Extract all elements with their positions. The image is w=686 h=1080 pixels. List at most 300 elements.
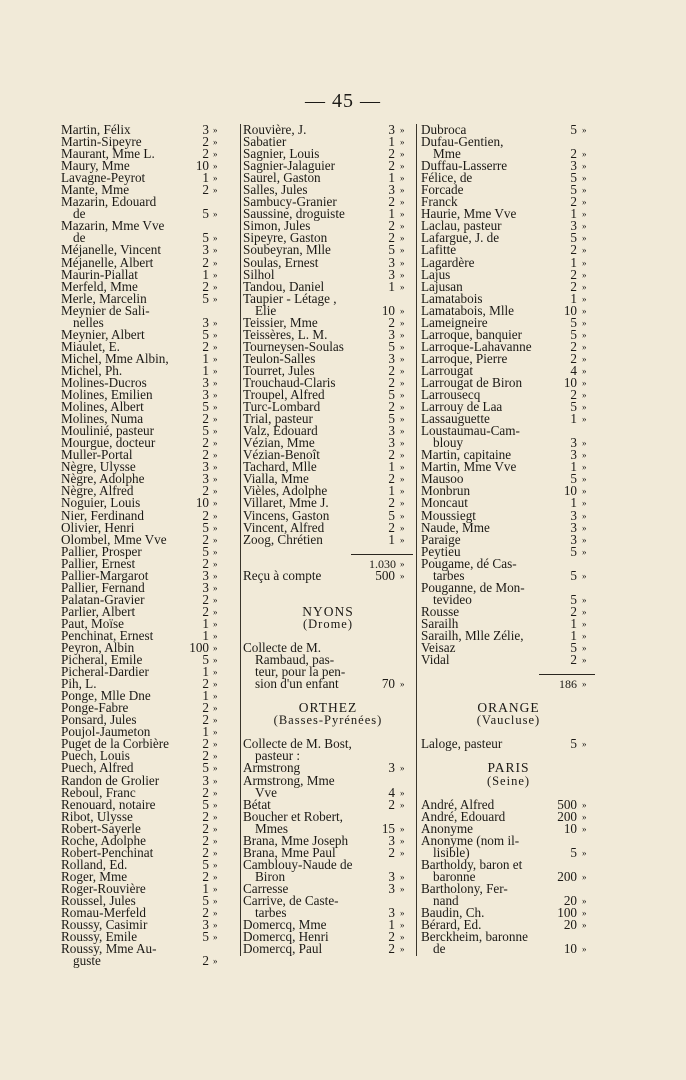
- subscriber-name: de: [73, 230, 86, 246]
- donation-amount: 5: [570, 736, 577, 752]
- donation-amount: 2: [570, 242, 577, 258]
- subscriber-name: Mmes: [255, 820, 288, 836]
- column-divider-left: [240, 124, 241, 956]
- centimes-mark: »: [400, 570, 405, 581]
- centimes-mark: »: [582, 269, 587, 280]
- total-amount: 1.030: [369, 556, 396, 571]
- centimes-mark: »: [213, 618, 218, 629]
- subscriber-name: Félice, de: [421, 170, 473, 186]
- entry-continuation-row: [61, 955, 236, 967]
- donation-amount: 20: [563, 893, 577, 908]
- subscriber-name: Zoog, Chrétien: [243, 531, 323, 547]
- subscriber-name: Saussine, droguiste: [243, 206, 345, 222]
- donation-amount: 1: [570, 459, 577, 475]
- entry-row: [243, 531, 413, 547]
- centimes-mark: »: [213, 643, 218, 654]
- donation-amount: 3: [202, 917, 209, 933]
- centimes-mark: »: [582, 630, 587, 641]
- donation-amount: 3: [388, 254, 395, 270]
- subscriber-name: Pallier-Margarot: [61, 567, 149, 583]
- subscriber-name: Martin, Mme Vve: [421, 459, 517, 475]
- centimes-mark: »: [213, 245, 218, 256]
- donation-amount: 2: [388, 519, 395, 535]
- centimes-mark: »: [400, 137, 405, 148]
- subscriber-name: Noguier, Louis: [61, 495, 141, 511]
- subscriber-name: Larrougat de Biron: [421, 374, 523, 390]
- subscriber-name: Roussy, Casimir: [61, 917, 148, 933]
- centimes-mark: »: [400, 920, 405, 931]
- subscriber-name: Roger, Mme: [61, 868, 128, 884]
- subscriber-name: Brana, Mme Joseph: [243, 832, 349, 848]
- subscriber-column-2: [243, 124, 413, 955]
- donation-amount: 2: [202, 736, 209, 752]
- donation-amount: 1: [570, 206, 577, 222]
- centimes-mark: »: [213, 377, 218, 388]
- subscriber-name: Puget de la Corbière: [61, 736, 170, 752]
- subscriber-name: Bartholony, Fer-: [421, 880, 508, 896]
- subscriber-name: Meynier, Albert: [61, 326, 145, 342]
- donation-amount: 1: [202, 880, 209, 896]
- subscriber-name: Lavagne-Peyrot: [61, 170, 146, 186]
- centimes-mark: »: [213, 847, 218, 858]
- centimes-mark: »: [400, 474, 405, 485]
- subscriber-name: Franck: [421, 194, 458, 210]
- subscriber-name: Méjanelle, Vincent: [61, 242, 162, 258]
- donation-amount: 2: [388, 929, 395, 945]
- donation-amount: 1: [388, 531, 395, 547]
- subscriber-name: Vidal: [421, 652, 450, 668]
- subscriber-name: Vve: [255, 784, 277, 800]
- subscriber-name: Parlier, Albert: [61, 603, 136, 619]
- centimes-mark: »: [400, 414, 405, 425]
- subscriber-name: Mazarin, Edouard: [61, 194, 157, 210]
- centimes-mark: »: [400, 341, 405, 352]
- subscriber-name: Duffau-Lasserre: [421, 158, 508, 174]
- centimes-mark: »: [213, 438, 218, 449]
- donation-amount: 5: [570, 640, 577, 656]
- centimes-mark: »: [213, 679, 218, 690]
- donation-amount: 3: [388, 880, 395, 896]
- centimes-mark: »: [582, 402, 587, 413]
- donation-amount: 1: [388, 917, 395, 933]
- subscriber-name: Vincent, Alfred: [243, 519, 325, 535]
- centimes-mark: »: [213, 209, 218, 220]
- subscriber-name: Peytieu: [421, 543, 461, 559]
- donation-amount: 2: [388, 362, 395, 378]
- donation-amount: 1: [388, 483, 395, 499]
- donation-amount: 3: [570, 519, 577, 535]
- subscriber-name: Poujol-Jaumeton: [61, 724, 151, 740]
- subscriber-name: Elie: [255, 302, 277, 318]
- donation-amount: 1: [388, 278, 395, 294]
- centimes-mark: »: [213, 775, 218, 786]
- centimes-mark: »: [582, 149, 587, 160]
- centimes-mark: »: [582, 510, 587, 521]
- donation-amount: 3: [388, 122, 395, 137]
- donation-amount: 10: [563, 374, 577, 390]
- subscriber-name: Martin, Félix: [61, 122, 131, 137]
- centimes-mark: »: [400, 799, 405, 810]
- donation-amount: 5: [202, 760, 209, 776]
- donation-amount: 2: [388, 471, 395, 487]
- centimes-mark: »: [213, 402, 218, 413]
- donation-amount: 1: [202, 266, 209, 282]
- donation-amount: 3: [570, 531, 577, 547]
- centimes-mark: »: [213, 558, 218, 569]
- centimes-mark: »: [582, 341, 587, 352]
- subscriber-name: Tourret, Jules: [243, 362, 315, 378]
- subscriber-name: Ponge-Fabre: [61, 700, 129, 716]
- subscriber-name: Forcade: [421, 182, 464, 198]
- subscriber-name: Trial, pasteur: [243, 411, 313, 427]
- donation-amount: 2: [570, 146, 577, 162]
- subscriber-name: Simon, Jules: [243, 218, 311, 234]
- centimes-mark: »: [400, 353, 405, 364]
- column-divider-right: [416, 124, 417, 956]
- subscriber-name: Larrougat: [421, 362, 473, 378]
- centimes-mark: »: [213, 739, 218, 750]
- donation-amount: 1: [202, 664, 209, 680]
- donation-amount: 500: [557, 796, 577, 812]
- centimes-mark: »: [213, 462, 218, 473]
- section-title: PARIS: [487, 760, 530, 776]
- centimes-mark: »: [213, 293, 218, 304]
- centimes-mark: »: [213, 799, 218, 810]
- total-amount: 186: [559, 677, 577, 692]
- subscriber-name: Molines, Emilien: [61, 387, 153, 403]
- subscriber-name: Rolland, Ed.: [61, 856, 128, 872]
- donation-amount: 5: [202, 929, 209, 945]
- subscriber-name: de: [433, 941, 446, 957]
- subscriber-name: Olombel, Mme Vve: [61, 531, 167, 547]
- donation-amount: 100: [189, 640, 209, 656]
- donation-amount: 2: [202, 820, 209, 836]
- entry-row: [243, 567, 413, 583]
- subscriber-name: Méjanelle, Albert: [61, 254, 154, 270]
- subscriber-name: Picheral-Dardier: [61, 664, 149, 680]
- subscriber-name: Saurel, Gaston: [243, 170, 321, 186]
- centimes-mark: »: [213, 932, 218, 943]
- subscriber-name: Taupier - Létage ,: [243, 290, 337, 306]
- centimes-mark: »: [400, 245, 405, 256]
- subscriber-name: Berckheim, baronne: [421, 929, 528, 945]
- subscriber-name: Laloge, pasteur: [421, 736, 503, 752]
- donation-amount: 2: [388, 447, 395, 463]
- subscriber-name: Miaulet, E.: [61, 338, 120, 354]
- centimes-mark: »: [400, 305, 405, 316]
- donation-amount: 3: [388, 423, 395, 439]
- subscriber-name: Soulas, Ernest: [243, 254, 319, 270]
- centimes-mark: »: [582, 823, 587, 834]
- donation-amount: 5: [202, 543, 209, 559]
- subscriber-name: Paraige: [421, 531, 461, 547]
- subscriber-name: Lafargue, J. de: [421, 230, 500, 246]
- subscriber-name: Baudin, Ch.: [421, 905, 485, 921]
- donation-amount: 2: [202, 953, 209, 969]
- donation-amount: 2: [388, 146, 395, 162]
- centimes-mark: »: [213, 582, 218, 593]
- centimes-mark: »: [213, 920, 218, 931]
- donation-amount: 10: [381, 302, 395, 318]
- donation-amount: 3: [388, 868, 395, 884]
- donation-amount: 5: [570, 399, 577, 415]
- donation-amount: 2: [388, 230, 395, 246]
- donation-amount: 1: [388, 170, 395, 186]
- donation-amount: 10: [563, 302, 577, 318]
- subscriber-name: Ponsard, Jules: [61, 712, 137, 728]
- subscriber-name: Palatan-Gravier: [61, 591, 145, 607]
- subscriber-name: Roussy, Mme Au-: [61, 941, 157, 957]
- donation-amount: 2: [388, 495, 395, 511]
- donation-amount: 2: [202, 278, 209, 294]
- entry-row: [243, 943, 413, 955]
- donation-amount: 5: [570, 844, 577, 860]
- centimes-mark: »: [400, 679, 405, 690]
- centimes-mark: »: [213, 137, 218, 148]
- subscriber-name: Larrousecq: [421, 387, 481, 403]
- donation-amount: 2: [202, 447, 209, 463]
- subscriber-name: Moncaut: [421, 495, 468, 511]
- donation-amount: 2: [570, 350, 577, 366]
- subscriber-name: Nègre, Alfred: [61, 483, 134, 499]
- subscriber-name: Teissier, Mme: [243, 314, 318, 330]
- centimes-mark: »: [582, 643, 587, 654]
- donation-amount: 3: [202, 459, 209, 475]
- donation-amount: 3: [202, 567, 209, 583]
- centimes-mark: »: [582, 161, 587, 172]
- donation-amount: 2: [202, 507, 209, 523]
- donation-amount: 2: [202, 603, 209, 619]
- centimes-mark: »: [582, 847, 587, 858]
- donation-amount: 2: [202, 134, 209, 150]
- donation-amount: 1: [388, 459, 395, 475]
- subscriber-name: Martin-Sipeyre: [61, 134, 142, 150]
- centimes-mark: »: [582, 811, 587, 822]
- donation-amount: 1: [570, 254, 577, 270]
- subscriber-name: Brana, Mme Paul: [243, 844, 336, 860]
- centimes-mark: »: [582, 414, 587, 425]
- centimes-mark: »: [400, 209, 405, 220]
- subscriber-name: Turc-Lombard: [243, 399, 321, 415]
- subscriber-name: Pougame, dé Cas-: [421, 555, 517, 571]
- donation-amount: 5: [202, 893, 209, 908]
- subscriber-name: Maurin-Piallat: [61, 266, 138, 282]
- centimes-mark: »: [400, 847, 405, 858]
- centimes-mark: »: [582, 944, 587, 955]
- donation-amount: 5: [202, 206, 209, 222]
- centimes-mark: »: [213, 570, 218, 581]
- centimes-mark: »: [582, 221, 587, 232]
- subscriber-name: Haurie, Mme Vve: [421, 206, 517, 222]
- donation-amount: 2: [570, 266, 577, 282]
- donation-amount: 2: [202, 808, 209, 824]
- donation-amount: 5: [570, 170, 577, 186]
- donation-amount: 100: [557, 905, 577, 921]
- donation-amount: 2: [202, 832, 209, 848]
- subscriber-name: Pallier, Ernest: [61, 555, 136, 571]
- subscriber-name: Pallier, Prosper: [61, 543, 142, 559]
- donation-amount: 4: [388, 784, 395, 800]
- donation-amount: 2: [202, 146, 209, 162]
- entry-continuation-row: [243, 678, 413, 690]
- subscriber-name: Monbrun: [421, 483, 471, 499]
- centimes-mark: »: [213, 703, 218, 714]
- subscriber-name: Moussiegt: [421, 507, 476, 523]
- subscriber-name: Vialla, Mme: [243, 471, 309, 487]
- centimes-mark: »: [582, 534, 587, 545]
- centimes-mark: »: [213, 667, 218, 678]
- centimes-mark: »: [213, 450, 218, 461]
- subscriber-name: nand: [433, 893, 459, 908]
- centimes-mark: »: [400, 402, 405, 413]
- donation-amount: 1: [570, 615, 577, 631]
- donation-amount: 2: [202, 905, 209, 921]
- subscriber-name: Nier, Ferdinand: [61, 507, 144, 523]
- centimes-mark: »: [582, 281, 587, 292]
- centimes-mark: »: [213, 125, 218, 135]
- donation-amount: 5: [202, 856, 209, 872]
- spacer-row: [243, 582, 413, 594]
- centimes-mark: »: [213, 498, 218, 509]
- subscriber-name: Reçu à compte: [243, 567, 322, 583]
- centimes-mark: »: [213, 365, 218, 376]
- subscriber-name: Lagardère: [421, 254, 475, 270]
- centimes-mark: »: [400, 498, 405, 509]
- centimes-mark: »: [400, 390, 405, 401]
- donation-amount: 5: [570, 182, 577, 198]
- subscriber-name: Veisaz: [421, 640, 456, 656]
- subscriber-name: Molines, Numa: [61, 411, 144, 427]
- subscriber-name: Olivier, Henri: [61, 519, 135, 535]
- subscriber-name: Lajus: [421, 266, 451, 282]
- centimes-mark: »: [582, 245, 587, 256]
- donation-amount: 2: [202, 748, 209, 764]
- section-title: ORTHEZ: [298, 700, 358, 716]
- donation-amount: 2: [570, 278, 577, 294]
- subscriber-name: Lassauguette: [421, 411, 490, 427]
- subscriber-name: Sarailh: [421, 615, 459, 631]
- subscriber-name: Camblouy-Naude de: [243, 856, 353, 872]
- subscriber-name: Ribot, Ulysse: [61, 808, 133, 824]
- subscriber-name: Anonyme: [421, 820, 474, 836]
- centimes-mark: »: [582, 618, 587, 629]
- centimes-mark: »: [400, 486, 405, 497]
- donation-amount: 1: [202, 350, 209, 366]
- subscriber-name: Sagnier, Louis: [243, 146, 320, 162]
- centimes-mark: »: [400, 763, 405, 774]
- centimes-mark: »: [213, 390, 218, 401]
- donation-amount: 2: [202, 868, 209, 884]
- subscriber-name: Larroque, banquier: [421, 326, 523, 342]
- section-subheading: [421, 714, 596, 726]
- subscriber-name: Troupel, Alfred: [243, 387, 325, 403]
- donation-amount: 5: [570, 326, 577, 342]
- subscriber-name: Lameigneire: [421, 314, 488, 330]
- donation-amount: 2: [570, 194, 577, 210]
- centimes-mark: »: [400, 908, 405, 919]
- donation-amount: 2: [202, 531, 209, 547]
- subscriber-name: Mme: [433, 146, 461, 162]
- centimes-mark: »: [213, 414, 218, 425]
- donation-amount: 1: [570, 627, 577, 643]
- donation-amount: 5: [570, 122, 577, 137]
- subscriber-name: Sagnier-Jalaguier: [243, 158, 336, 174]
- centimes-mark: »: [213, 715, 218, 726]
- subscriber-name: Muller-Portal: [61, 447, 133, 463]
- donation-amount: 1: [388, 206, 395, 222]
- subscriber-column-1: [61, 124, 236, 967]
- subscriber-name: Merle, Marcelin: [61, 290, 147, 306]
- subscriber-name: Picheral, Emile: [61, 652, 143, 668]
- donation-amount: 3: [202, 314, 209, 330]
- centimes-mark: »: [400, 377, 405, 388]
- donation-amount: 3: [202, 122, 209, 137]
- section-title: NYONS: [302, 603, 354, 619]
- subscriber-name: Mazarin, Mme Vve: [61, 218, 165, 234]
- subscriber-name: Teulon-Salles: [243, 350, 316, 366]
- donation-amount: 2: [202, 483, 209, 499]
- centimes-mark: »: [213, 173, 218, 184]
- subscriber-name: Dufau-Gentien,: [421, 134, 504, 150]
- donation-amount: 3: [388, 905, 395, 921]
- donation-amount: 5: [202, 290, 209, 306]
- subscriber-name: Bérard, Ed.: [421, 917, 482, 933]
- centimes-mark: »: [582, 498, 587, 509]
- subscriber-name: Tachard, Mlle: [243, 459, 317, 475]
- donation-amount: 2: [202, 784, 209, 800]
- section-title: (Basses-Pyrénées): [273, 713, 383, 728]
- centimes-mark: »: [213, 691, 218, 702]
- centimes-mark: »: [582, 871, 587, 882]
- subscriber-name: Vézian-Benoît: [243, 447, 320, 463]
- donation-amount: 5: [388, 338, 395, 354]
- subscriber-name: Larrouy de Laa: [421, 399, 503, 415]
- donation-amount: 15: [381, 820, 395, 836]
- donation-amount: 5: [202, 326, 209, 342]
- subscriber-name: Merfeld, Mme: [61, 278, 138, 294]
- donation-amount: 3: [570, 507, 577, 523]
- donation-amount: 5: [202, 399, 209, 415]
- donation-amount: 2: [202, 254, 209, 270]
- centimes-mark: »: [400, 450, 405, 461]
- subscriber-name: teur, pour la pen-: [255, 664, 346, 680]
- centimes-mark: »: [400, 365, 405, 376]
- subscriber-name: Randon de Grolier: [61, 772, 160, 788]
- centimes-mark: »: [582, 197, 587, 208]
- centimes-mark: »: [400, 281, 405, 292]
- centimes-mark: »: [400, 257, 405, 268]
- entry-continuation-row: [421, 943, 596, 955]
- centimes-mark: »: [582, 233, 587, 244]
- total-rule: [243, 546, 413, 558]
- subscriber-name: Rouvière, J.: [243, 122, 307, 137]
- subscriber-name: Roussel, Jules: [61, 893, 136, 908]
- subscriber-name: baronne: [433, 868, 476, 884]
- subscriber-name: Villaret, Mme J.: [243, 495, 329, 511]
- centimes-mark: »: [213, 522, 218, 533]
- entry-row: [421, 738, 596, 750]
- centimes-mark: »: [582, 305, 587, 316]
- donation-amount: 5: [202, 652, 209, 668]
- subscriber-name: Romau-Merfeld: [61, 905, 146, 921]
- centimes-mark: »: [213, 426, 218, 437]
- donation-amount: 5: [570, 591, 577, 607]
- subscriber-name: Molines-Ducros: [61, 374, 147, 390]
- donation-amount: 3: [388, 832, 395, 848]
- centimes-mark: »: [213, 871, 218, 882]
- centimes-mark: »: [213, 185, 218, 196]
- donation-amount: 5: [570, 471, 577, 487]
